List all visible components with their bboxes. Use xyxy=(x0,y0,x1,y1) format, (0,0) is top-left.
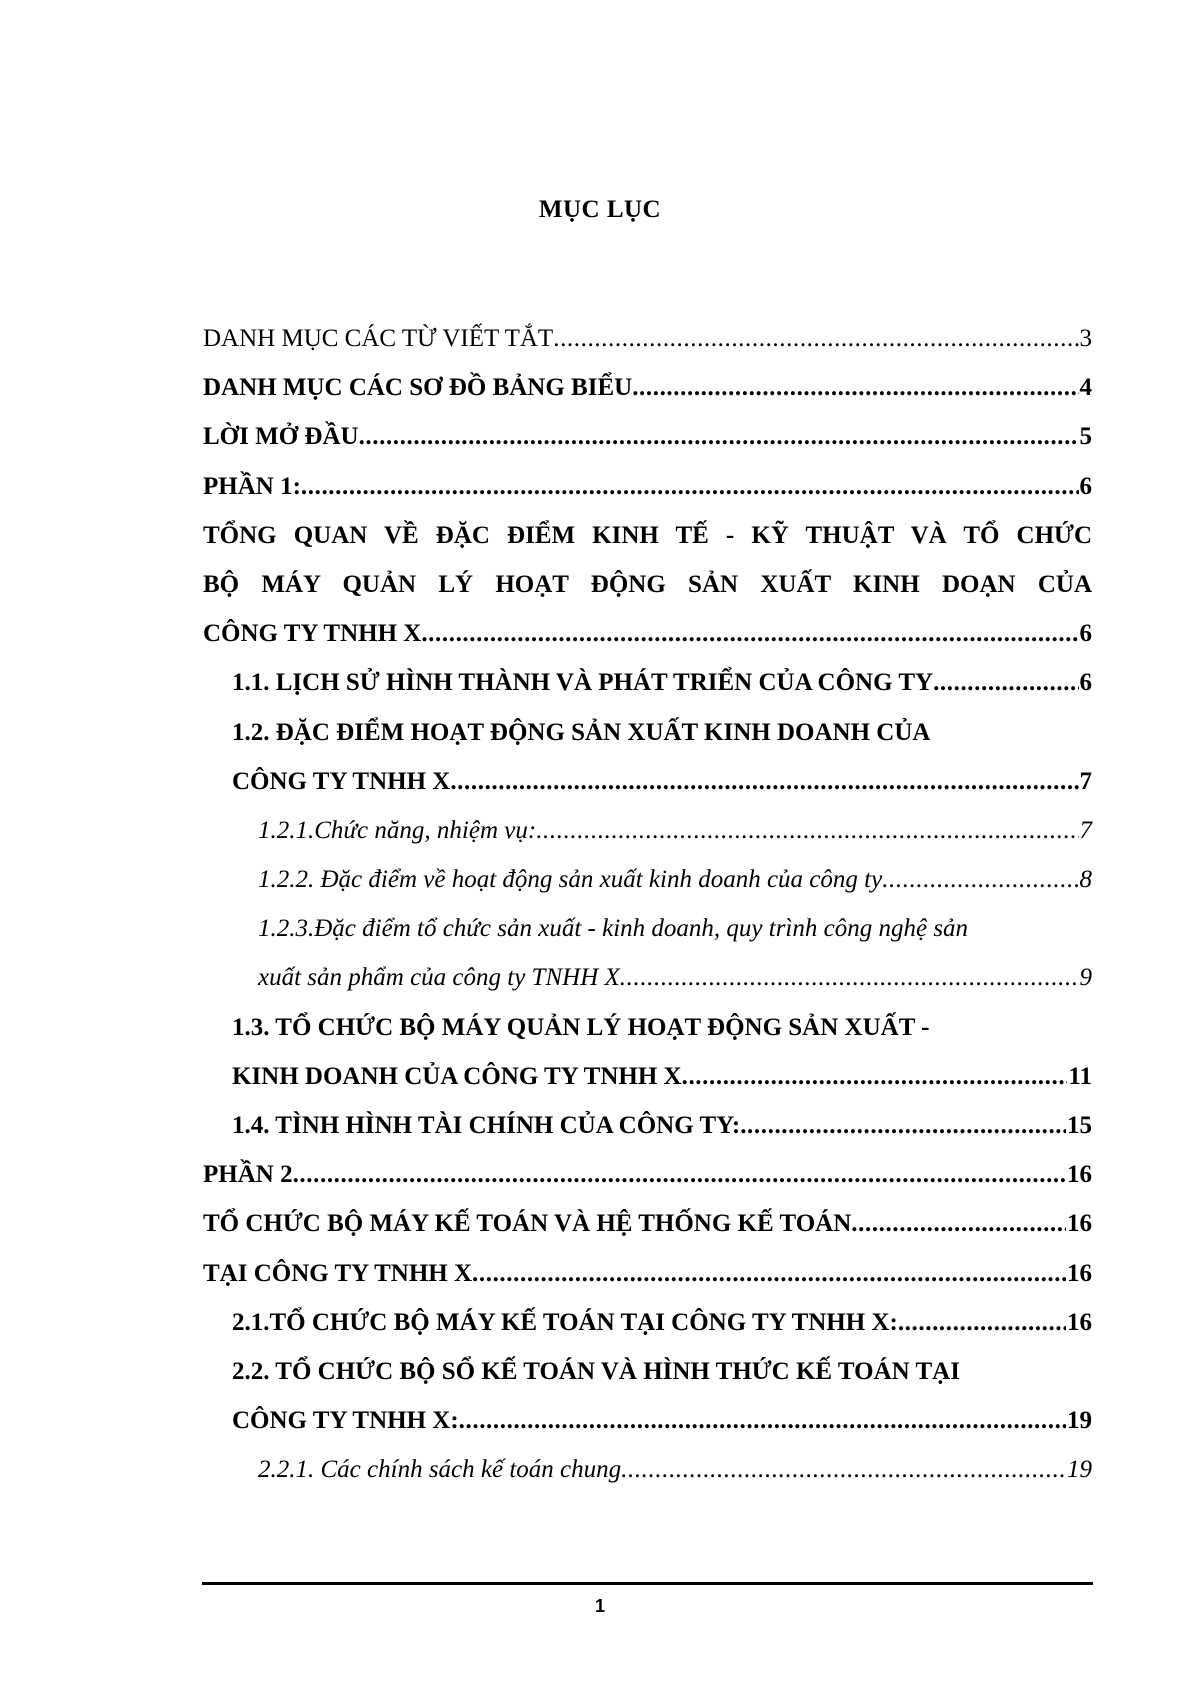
toc-entry-page: 16 xyxy=(1067,1210,1092,1238)
toc-entry-page: 16 xyxy=(1067,1308,1092,1336)
toc-entry-text: 1.3. TỔ CHỨC BỘ MÁY QUẢN LÝ HOẠT ĐỘNG SẢN XUẤT - xyxy=(232,1013,930,1041)
toc-entry-page: 16 xyxy=(1067,1161,1092,1189)
toc-leader-dots xyxy=(553,325,1078,353)
toc-entry[interactable] xyxy=(203,866,1092,915)
toc-entry[interactable] xyxy=(203,423,1092,472)
toc-entry[interactable] xyxy=(203,620,1092,669)
toc-leader-dots xyxy=(933,669,1078,697)
toc-entry[interactable] xyxy=(203,719,1092,768)
toc-entry-text: CÔNG TY TNHH X: xyxy=(232,1407,459,1435)
toc-entry[interactable] xyxy=(203,1063,1092,1112)
toc-entry[interactable] xyxy=(203,1260,1092,1309)
table-of-contents xyxy=(203,325,1092,1506)
toc-entry-text: LỜI MỞ ĐẦU xyxy=(203,423,359,451)
toc-entry-page: 9 xyxy=(1079,964,1092,992)
toc-entry-text: BỘ MÁY QUẢN LÝ HOẠT ĐỘNG SẢN XUẤT KINH DOẠN CỦA xyxy=(203,570,1092,598)
toc-entry[interactable] xyxy=(203,817,1092,866)
toc-leader-dots xyxy=(536,817,1078,845)
toc-entry-text: 1.4. TÌNH HÌNH TÀI CHÍNH CỦA CÔNG TY: xyxy=(232,1112,741,1139)
toc-entry-text: DANH MỤC CÁC SƠ ĐỒ BẢNG BIỂU xyxy=(203,374,633,402)
toc-entry-page: 15 xyxy=(1067,1112,1092,1139)
toc-entry[interactable] xyxy=(203,768,1092,817)
toc-entry[interactable] xyxy=(203,1358,1092,1407)
toc-entry-text: TỔNG QUAN VỀ ĐẶC ĐIỂM KINH TẾ - KỸ THUẬT VÀ TỔ CHỨC xyxy=(203,521,1092,549)
toc-leader-dots xyxy=(459,1407,1066,1435)
toc-entry-text: 2.2. TỔ CHỨC BỘ SỔ KẾ TOÁN VÀ HÌNH THỨC KẾ TOÁN TẠI xyxy=(232,1357,960,1385)
toc-leader-dots xyxy=(620,964,1079,992)
toc-entry-page: 7 xyxy=(1079,816,1092,844)
toc-leader-dots xyxy=(621,1456,1066,1484)
toc-entry-text: TỔ CHỨC BỘ MÁY KẾ TOÁN VÀ HỆ THỐNG KẾ TOÁN xyxy=(203,1210,852,1238)
toc-entry[interactable] xyxy=(203,325,1092,374)
toc-entry[interactable] xyxy=(203,1014,1092,1063)
toc-leader-dots xyxy=(740,1112,1066,1140)
toc-entry-text: TẠI CÔNG TY TNHH X xyxy=(203,1259,473,1287)
toc-entry-text: 1.2.1.Chức năng, nhiệm vụ: xyxy=(258,816,537,844)
toc-entry[interactable] xyxy=(203,374,1092,423)
toc-entry[interactable] xyxy=(203,522,1092,571)
toc-entry[interactable] xyxy=(203,1161,1092,1210)
toc-entry-page: 6 xyxy=(1079,620,1092,648)
toc-leader-dots xyxy=(632,374,1078,402)
toc-entry-text: xuất sản phẩm của công ty TNHH X xyxy=(258,964,620,992)
toc-entry[interactable] xyxy=(203,1309,1092,1358)
toc-entry[interactable] xyxy=(203,1112,1092,1161)
toc-entry[interactable] xyxy=(203,1456,1092,1505)
toc-entry-text: 1.2. ĐẶC ĐIỂM HOẠT ĐỘNG SẢN XUẤT KINH DOANH CỦA xyxy=(232,718,931,746)
toc-entry-page: 16 xyxy=(1067,1259,1092,1287)
toc-entry[interactable] xyxy=(203,1407,1092,1456)
toc-leader-dots xyxy=(472,1260,1066,1288)
toc-entry-text: PHẦN 1: xyxy=(203,472,301,500)
toc-leader-dots xyxy=(359,423,1079,451)
toc-leader-dots xyxy=(851,1210,1066,1238)
toc-entry-page: 11 xyxy=(1068,1062,1092,1090)
toc-entry-page: 6 xyxy=(1079,472,1092,500)
toc-entry-page: 19 xyxy=(1067,1456,1092,1484)
toc-entry-text: 1.1. LỊCH SỬ HÌNH THÀNH VÀ PHÁT TRIỂN CỦA CÔNG TY xyxy=(232,669,934,697)
toc-entry-text: 1.2.2. Đặc điểm về hoạt động sản xuất kinh doanh của công ty xyxy=(258,866,883,894)
toc-leader-dots xyxy=(882,866,1078,894)
toc-entry[interactable] xyxy=(203,1210,1092,1259)
toc-entry[interactable] xyxy=(203,964,1092,1013)
toc-entry-page: 8 xyxy=(1079,866,1092,894)
toc-entry-page: 4 xyxy=(1079,374,1092,402)
toc-entry-text: CÔNG TY TNHH X xyxy=(232,767,451,795)
toc-entry-page: 7 xyxy=(1079,767,1092,795)
page-title: MỤC LỤC xyxy=(538,196,662,223)
toc-leader-dots xyxy=(450,768,1078,796)
toc-entry-page: 5 xyxy=(1079,423,1092,451)
toc-entry[interactable] xyxy=(203,915,1092,964)
toc-entry[interactable] xyxy=(203,473,1092,522)
toc-entry-page: 6 xyxy=(1079,669,1092,697)
toc-entry-text: DANH MỤC CÁC TỪ VIẾT TẮT xyxy=(203,325,554,352)
page-number: 1 xyxy=(594,1596,605,1616)
toc-entry-text: CÔNG TY TNHH X xyxy=(203,620,422,648)
toc-entry-text: 2.2.1. Các chính sách kế toán chung xyxy=(258,1456,622,1484)
toc-leader-dots xyxy=(898,1309,1066,1337)
toc-entry-page: 3 xyxy=(1079,325,1092,352)
toc-entry-text: KINH DOANH CỦA CÔNG TY TNHH X xyxy=(232,1062,682,1090)
toc-entry[interactable] xyxy=(203,571,1092,620)
toc-leader-dots xyxy=(421,620,1078,648)
toc-entry[interactable] xyxy=(203,669,1092,718)
toc-entry-page: 19 xyxy=(1067,1407,1092,1435)
toc-leader-dots xyxy=(301,473,1079,501)
footer-rule xyxy=(202,1582,1093,1585)
toc-leader-dots xyxy=(682,1063,1068,1091)
toc-entry-text: 1.2.3.Đặc điểm tổ chức sản xuất - kinh doanh, quy trình công nghệ sản xyxy=(258,915,969,943)
toc-entry-text: 2.1.TỔ CHỨC BỘ MÁY KẾ TOÁN TẠI CÔNG TY TNHH X: xyxy=(232,1308,898,1336)
toc-entry-text: PHẦN 2 xyxy=(203,1161,293,1189)
toc-leader-dots xyxy=(293,1161,1066,1189)
